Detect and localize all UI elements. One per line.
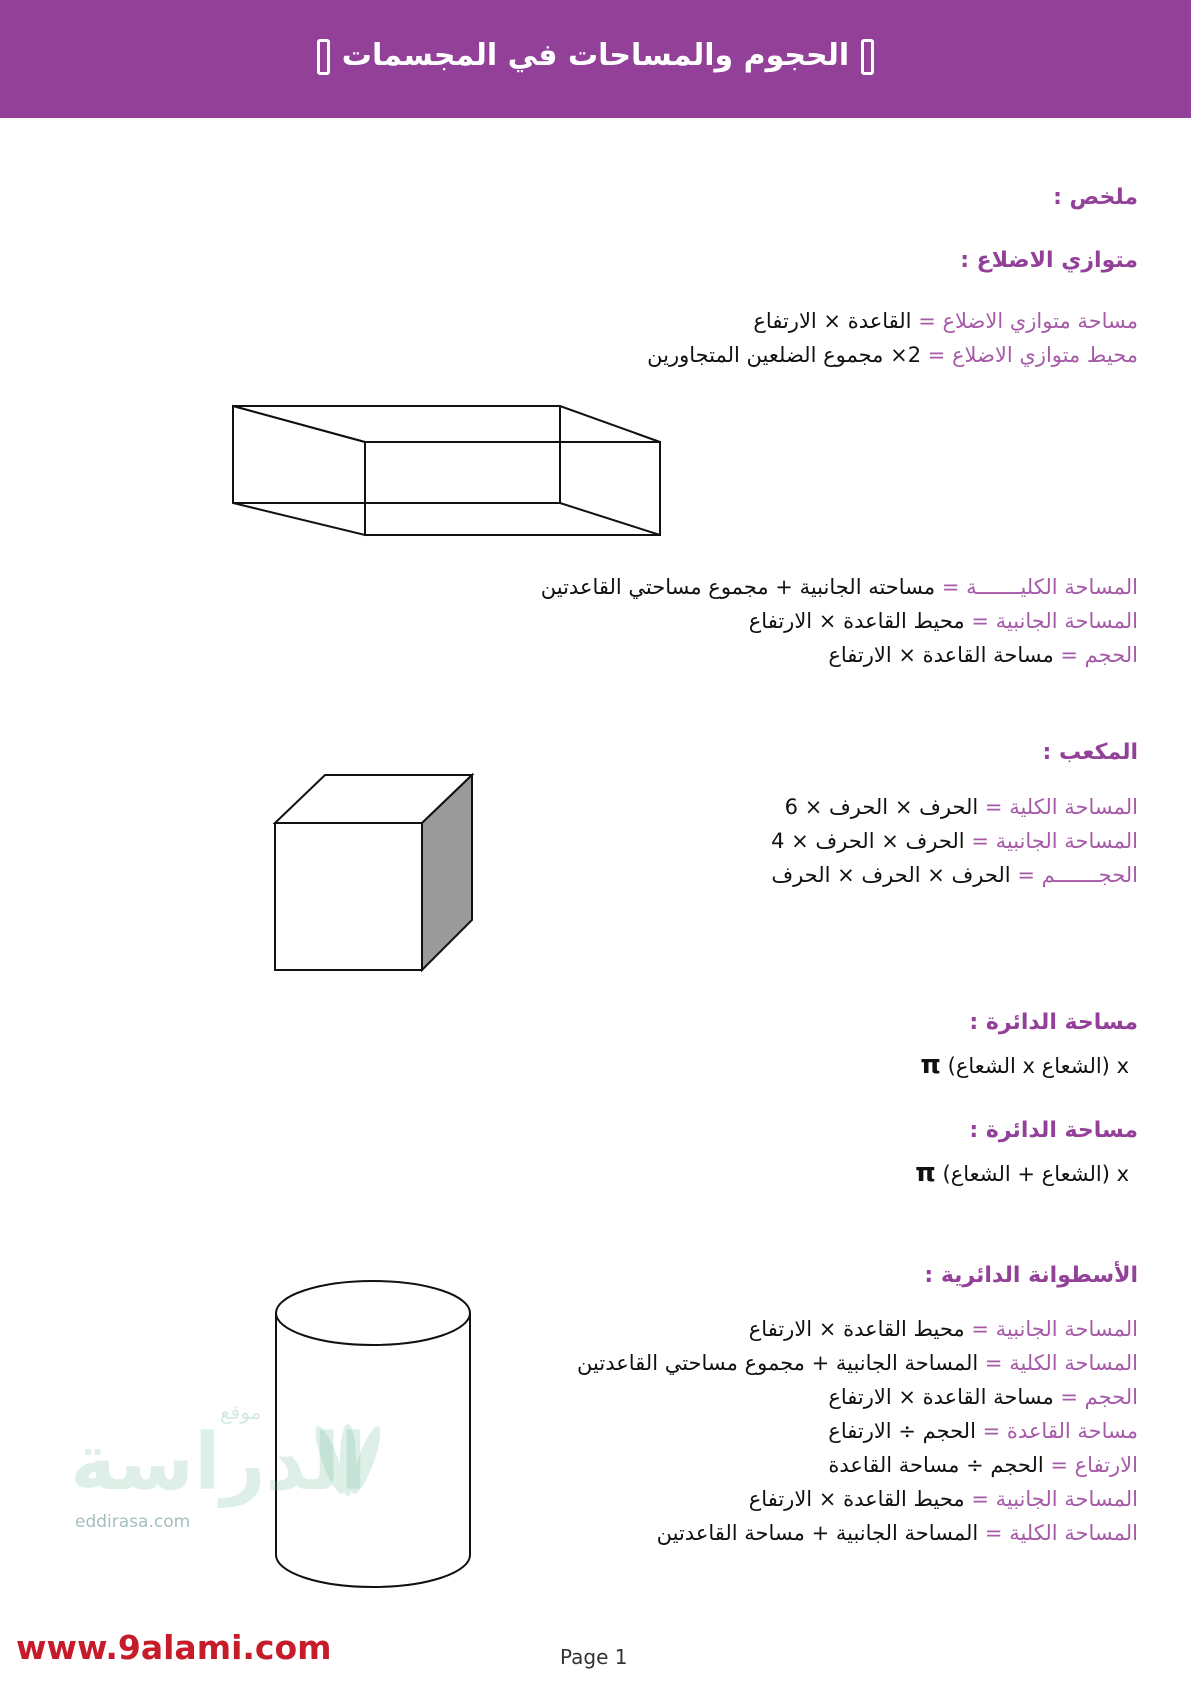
formula-label: المساحة الكلية = [984,795,1138,819]
formula-value: القاعدة × الارتفاع [753,309,912,333]
cube-formulas [771,790,1138,892]
formula-line [647,338,1138,372]
formula-value: الحجم ÷ مساحة القاعدة [828,1453,1044,1477]
formula-value: x (الشعاع x الشعاع) [947,1054,1129,1078]
formula-value: x (الشعاع + الشعاع) [942,1162,1129,1186]
formula-label: المساحة الجانبية = [971,1487,1138,1511]
circle-area-heading: مساحة الدائرة : [969,1010,1138,1035]
watermark-logo [70,1400,367,1560]
formula-line [771,790,1138,824]
formula-value: المساحة الجانبية + مساحة القاعدتين [656,1521,979,1545]
formula-line [577,1482,1138,1516]
formula-value: مساحة القاعدة × الارتفاع [828,1385,1054,1409]
formula-value: الحرف × الحرف × الحرف [771,863,1011,887]
site-link[interactable]: www.9alami.com [16,1628,332,1667]
formula-value: محيط القاعدة × الارتفاع [748,1317,965,1341]
formula-value: الحجم ÷ الارتفاع [828,1419,976,1443]
formula-line [577,1380,1138,1414]
bracket-icon [861,39,874,75]
pi-symbol: π [915,1158,936,1188]
formula-line [577,1346,1138,1380]
pi-symbol: π [920,1050,941,1080]
formula-label: المساحة الجانبية = [971,1317,1138,1341]
formula-line [541,638,1138,672]
header-banner [0,0,1191,118]
box-hidden-edge [560,503,660,535]
cylinder-formulas [577,1312,1138,1550]
page-number: Page 1 [560,1645,628,1669]
formula-line [541,570,1138,604]
formula-value: محيط القاعدة × الارتفاع [748,609,965,633]
parallelepiped-area-formulas [541,570,1138,672]
formula-value: الحرف × الحرف × 4 [771,829,965,853]
formula-label: مساحة متوازي الاضلاع = [918,309,1138,333]
cube-heading: المكعب : [1042,740,1138,765]
formula-line [577,1448,1138,1482]
circle-area-heading-2: مساحة الدائرة : [969,1118,1138,1143]
circle-area-formula-2 [915,1156,1129,1191]
parallelepiped-heading: متوازي الاضلاع : [960,248,1138,273]
bracket-icon [317,39,330,75]
formula-line [577,1312,1138,1346]
formula-line [771,824,1138,858]
cylinder-top-ellipse [276,1281,470,1345]
formula-value: 2× مجموع الضلعين المتجاورين [647,343,922,367]
formula-label: المساحة الجانبية = [971,829,1138,853]
cylinder-heading: الأسطوانة الدائرية : [924,1263,1138,1288]
formula-line [541,604,1138,638]
banner-title [0,38,1191,75]
formula-label: الحجم = [1060,643,1138,667]
formula-line [577,1414,1138,1448]
formula-label: المساحة الكليـــــــة = [941,575,1138,599]
summary-heading: ملخص : [1053,185,1138,210]
formula-label: مساحة القاعدة = [982,1419,1138,1443]
formula-label: المساحة الكلية = [984,1521,1138,1545]
page-title: الحجوم والمساحات في المجسمات [341,38,850,73]
formula-value: مساحة القاعدة × الارتفاع [828,643,1054,667]
formula-value: مساحته الجانبية + مجموع مساحتي القاعدتين [540,575,936,599]
watermark-word: الدراسة [70,1418,367,1508]
formula-label: الحجم = [1060,1385,1138,1409]
cylinder-figure [0,0,1,1]
formula-label: المساحة الكلية = [984,1351,1138,1375]
formula-value: محيط القاعدة × الارتفاع [748,1487,965,1511]
formula-label: الارتفاع = [1050,1453,1138,1477]
formula-label: المساحة الجانبية = [971,609,1138,633]
box-side-face [233,406,365,535]
formula-label: الحجـــــــم = [1017,863,1138,887]
formula-label: محيط متوازي الاضلاع = [927,343,1138,367]
cube-front-face [275,823,422,970]
formula-value: المساحة الجانبية + مجموع مساحتي القاعدتين [577,1351,979,1375]
parallelepiped-formulas [647,304,1138,372]
watermark-url: eddirasa.com [75,1512,191,1532]
circle-area-formula [920,1048,1129,1083]
formula-line [647,304,1138,338]
formula-line [577,1516,1138,1550]
watermark-small-text: موقع [220,1400,262,1424]
formula-line [771,858,1138,892]
formula-value: الحرف × الحرف × 6 [784,795,979,819]
